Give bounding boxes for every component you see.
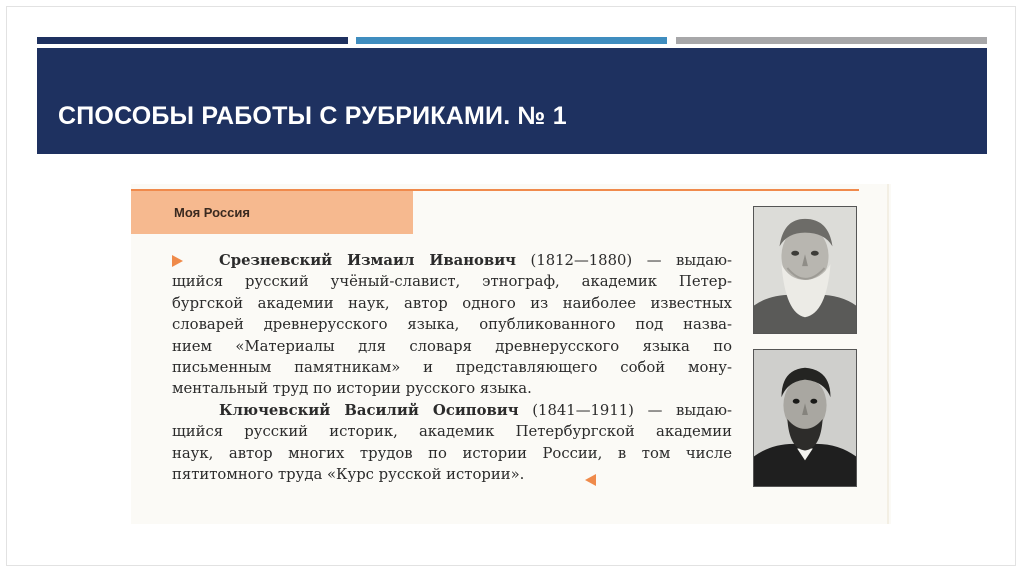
paragraph1-line: словарей древнерусского языка, опубликованного под назва- — [172, 316, 732, 334]
paragraph1-first-line — [172, 250, 732, 271]
paragraph1-years: (1812—1880) — выдаю- — [516, 252, 732, 269]
portrait-sreznevsky — [753, 206, 857, 334]
rubric-header — [131, 191, 413, 234]
man-portrait-icon — [754, 350, 856, 486]
title-bar — [37, 48, 987, 154]
paragraph2-years: (1841—1911) — выдаю- — [518, 401, 732, 419]
accent-bar-blue — [356, 37, 667, 44]
paragraph1-line: бургской академии наук, автор одного из наиболее известных — [172, 294, 732, 312]
paragraph1-line: щийся русский учёный-славист, этнограф, академик Петер- — [172, 273, 732, 291]
paragraph2-line: щийся русский историк, академик Петербургской академии — [172, 423, 732, 441]
paragraph1-line: ментальный труд по истории русского языка. — [172, 380, 532, 398]
page-edge — [887, 184, 889, 524]
rubric-title: Моя Россия — [174, 205, 250, 220]
accent-bar-navy — [37, 37, 348, 44]
paragraph1-line: письменным памятникам» и представляющего собой мону- — [172, 359, 732, 377]
biography-text — [172, 250, 732, 485]
paragraph2-line: пятитомного труда «Курс русской истории». — [172, 466, 525, 484]
portrait-klyuchevsky — [753, 349, 857, 487]
paragraph1-name: Срезневский Измаил Иванович — [219, 252, 517, 269]
textbook-excerpt-image — [131, 184, 891, 524]
end-marker-icon — [585, 474, 596, 486]
accent-bar-gray — [676, 37, 987, 44]
paragraph2-line: наук, автор многих трудов по истории России, в том числе — [172, 444, 732, 462]
slide-title: СПОСОБЫ РАБОТЫ С РУБРИКАМИ. № 1 — [58, 102, 567, 130]
paragraph2-name: Ключевский Василий Осипович — [219, 401, 519, 419]
bearded-man-portrait-icon — [754, 207, 856, 333]
paragraph1-line: нием «Материалы для словаря древнерусского языка по — [172, 337, 732, 355]
paragraph2-first-line — [172, 400, 732, 421]
